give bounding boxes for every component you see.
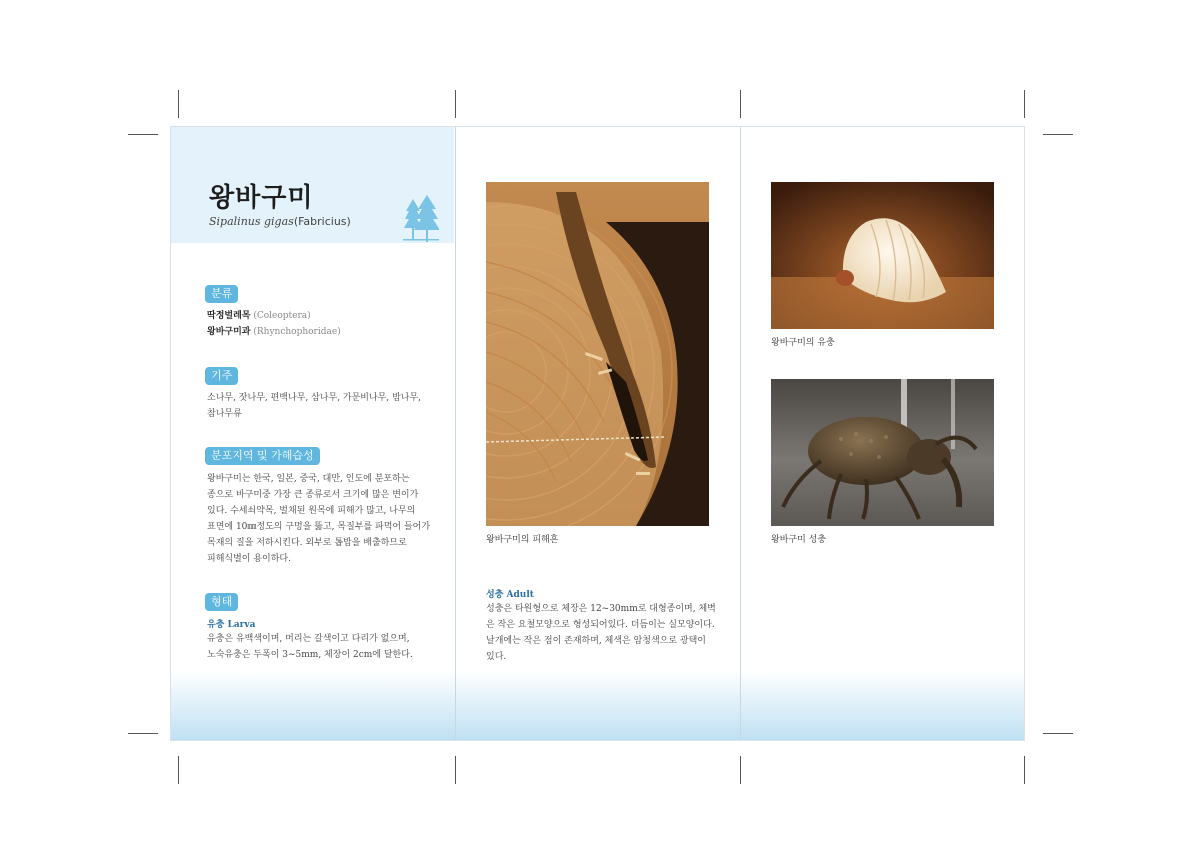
order-latin: (Coleoptera) — [253, 311, 311, 321]
larva-subheading: 유충 Larva — [207, 620, 256, 630]
distribution-line: 왕바구미는 한국, 일본, 중국, 대만, 인도에 분포하는 — [207, 474, 410, 484]
larva-text — [207, 631, 437, 663]
larva-photo — [771, 182, 994, 329]
middle-panel — [456, 127, 740, 740]
hosts-line: 소나무, 잣나무, 편백나무, 삼나무, 가문비나무, 밤나무, — [207, 393, 422, 403]
adult-photo-caption: 왕바구미 성충 — [771, 535, 827, 545]
crop-mark — [178, 90, 179, 118]
scientific-name — [209, 215, 351, 228]
distribution-line: 종으로 바구미중 가장 큰 종류로서 크기에 많은 변이가 — [207, 490, 419, 500]
section-badge-hosts: 기주 — [205, 367, 238, 385]
tree-icon — [403, 195, 439, 243]
damage-photo — [486, 182, 709, 526]
adult-subheading: 성충 Adult — [486, 590, 534, 600]
section-badge-classification: 분류 — [205, 285, 238, 303]
crop-mark — [1043, 134, 1073, 135]
family-name: 왕바구미과 — [207, 327, 251, 337]
larva-line: 유충은 유백색이며, 머리는 갈색이고 다리가 없으며, — [207, 634, 410, 644]
larva-line: 노숙유충은 두폭이 3~5mm, 체장이 2cm에 달한다. — [207, 650, 413, 660]
adult-line: 성충은 타원형으로 체장은 12~30mm로 대형종이며, 체벽 — [486, 604, 716, 614]
crop-mark — [455, 90, 456, 118]
adult-weevil-image — [771, 379, 994, 526]
adult-line: 날개에는 작은 점이 존재하며, 체색은 암청색으로 광택이 — [486, 636, 706, 646]
section-badge-distribution: 분포지역 및 가해습성 — [205, 447, 320, 465]
crop-mark — [1024, 756, 1025, 784]
family-latin: (Rhynchophoridae) — [253, 327, 341, 337]
sci-name: Sipalinus gigas — [209, 215, 294, 228]
crop-mark — [128, 134, 158, 135]
order-name: 딱정벌레목 — [207, 311, 251, 321]
right-panel — [741, 127, 1025, 740]
crop-mark — [740, 90, 741, 118]
damage-photo-caption: 왕바구미의 피해흔 — [486, 535, 559, 545]
crop-mark — [455, 756, 456, 784]
crop-mark — [740, 756, 741, 784]
larva-image — [771, 182, 994, 329]
section-badge-morphology: 형태 — [205, 593, 238, 611]
distribution-text — [207, 471, 437, 567]
adult-line: 있다. — [486, 652, 507, 662]
left-panel — [171, 127, 455, 740]
distribution-line: 목재의 질을 저하시킨다. 외부로 톱밥을 배출하므로 — [207, 538, 407, 548]
sci-author: (Fabricius) — [293, 215, 351, 228]
crop-mark — [128, 733, 158, 734]
distribution-line: 표면에 10㎜정도의 구멍을 뚫고, 목질부를 파먹어 들어가 — [207, 522, 431, 532]
crop-mark — [1043, 733, 1073, 734]
wood-damage-image — [486, 182, 709, 526]
larva-photo-caption: 왕바구미의 유충 — [771, 338, 835, 348]
hosts-line: 참나무류 — [207, 409, 242, 419]
page-title: 왕바구미 — [209, 183, 314, 213]
brochure-sheet — [170, 126, 1025, 741]
classification-text — [207, 308, 341, 340]
distribution-line: 있다. 수세쇠약목, 벌채된 원목에 피해가 많고, 나무의 — [207, 506, 416, 516]
adult-photo — [771, 379, 994, 526]
adult-text — [486, 601, 716, 665]
hosts-text — [207, 390, 421, 422]
distribution-line: 피해식별이 용이하다. — [207, 554, 291, 564]
crop-mark — [178, 756, 179, 784]
crop-mark — [1024, 90, 1025, 118]
adult-line: 은 작은 요철모양으로 형성되어있다. 더듬이는 실모양이다. — [486, 620, 715, 630]
